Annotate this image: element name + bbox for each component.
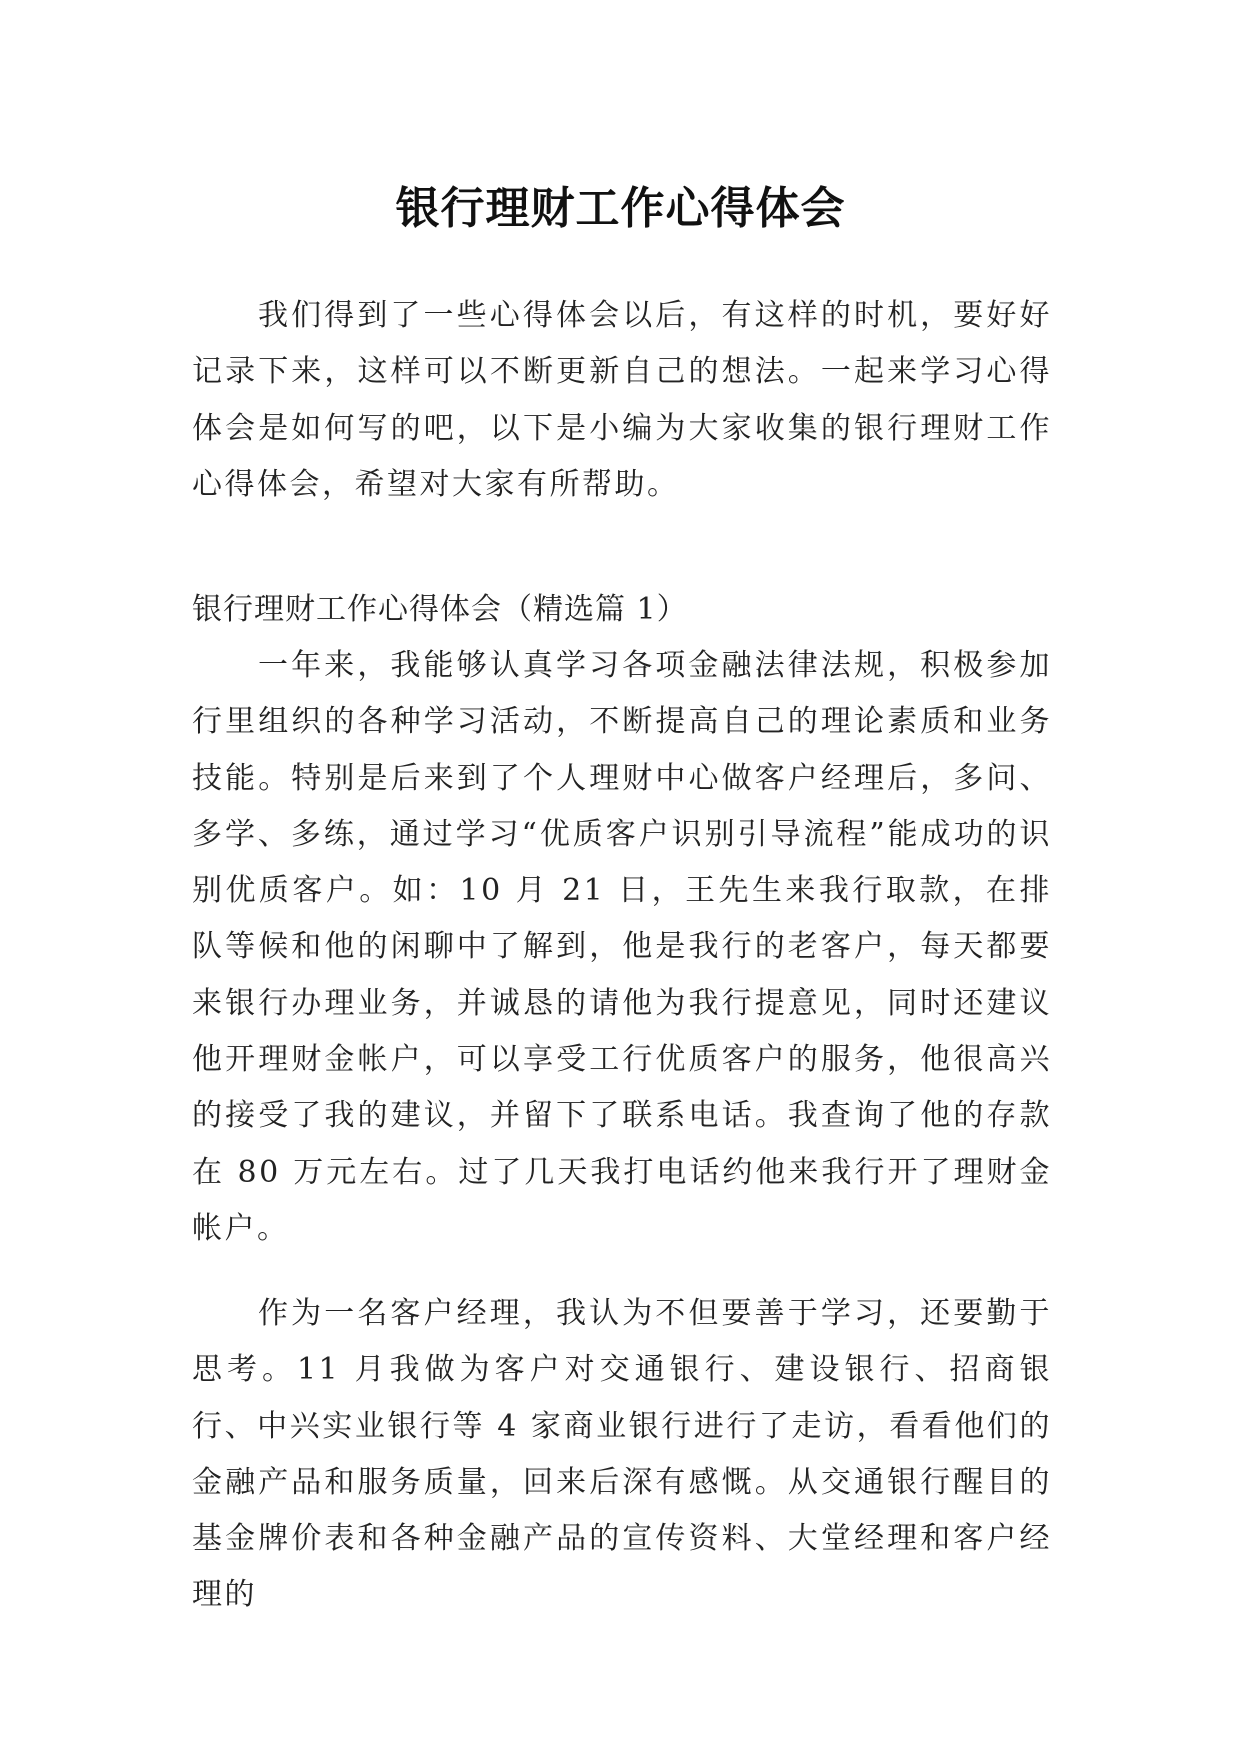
intro-paragraph: 我们得到了一些心得体会以后，有这样的时机，要好好记录下来，这样可以不断更新自己的想法。一起来学习心得体会是如何写的吧，以下是小编为大家收集的银行理财工作心得体会，希望对大家有所帮助。 [192,298,1052,502]
body-paragraph-2: 作为一名客户经理，我认为不但要善于学习，还要勤于思考。11 月我做为客户对交通银行、建设银行、招商银行、中兴实业银行等 4 家商业银行进行了走访，看看他们的金融产品和服务质量，回来后深有感慨。从交通银行醒目的基金牌价表和各种金融产品的宣传资料、大堂经理和客户经理的 [192,1296,1052,1613]
body-paragraph-1: 一年来，我能够认真学习各项金融法律法规，积极参加行里组织的各种学习活动，不断提高自己的理论素质和业务技能。特别是后来到了个人理财中心做客户经理后，多问、多学、多练，通过学习“优质客户识别引导流程”能成功的识别优质客户。如：10 月 21 日，王先生来我行取款，在排队等候和他的闲聊中了解到，他是我行的老客户，每天都要来银行办理业务，并诚恳的请他为我行提意见，同时还建议他开理财金帐户，可以享受工行优质客户的服务，他很高兴的接受了我的建议，并留下了联系电话。我查询了他的存款在 80 万元左右。过了几天我打电话约他来我行开了理财金帐户。 [192,648,1052,1246]
section-heading: 银行理财工作心得体会（精选篇 1） [192,592,688,627]
document-title: 银行理财工作心得体会 [395,183,846,235]
